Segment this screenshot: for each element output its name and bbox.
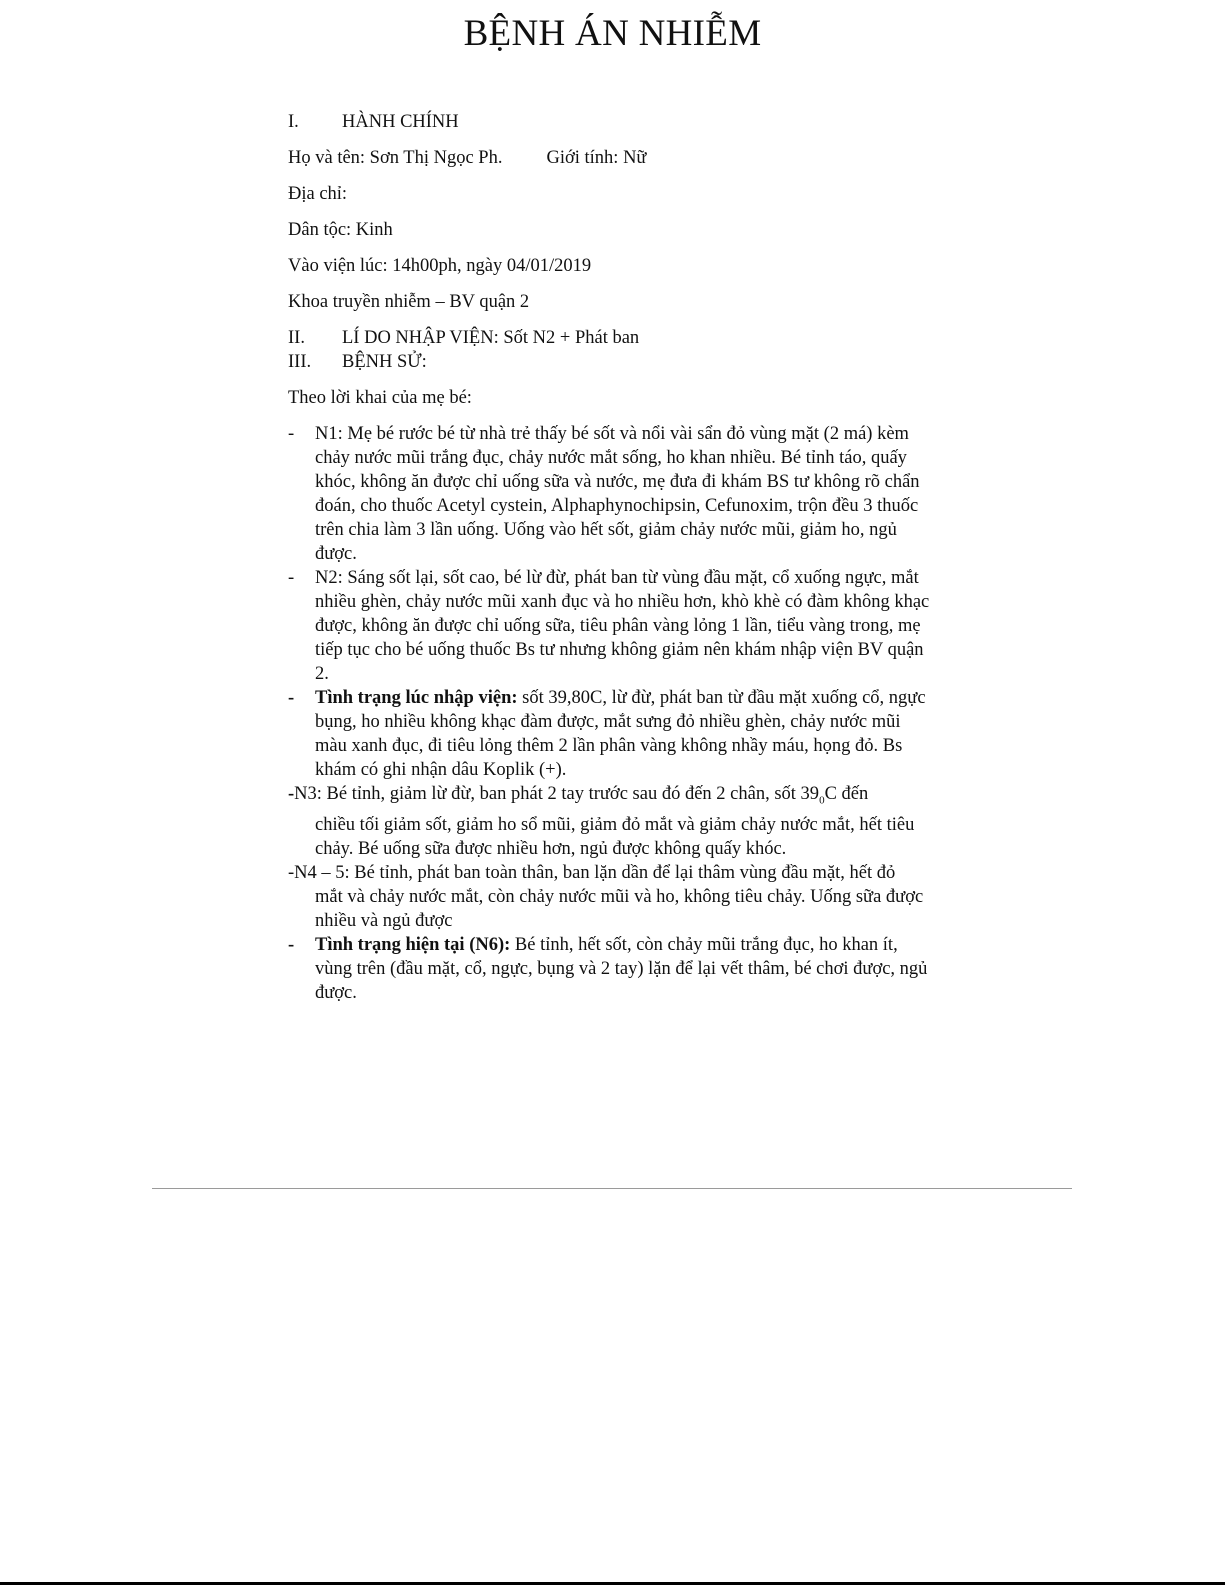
patient-gender: Giới tính: Nữ — [546, 148, 647, 168]
history-line: được, không ăn được chỉ uống sữa, tiêu phân vàng lỏng 1 lần, tiểu vàng trong, mẹ — [315, 616, 921, 636]
history-item-n4-5 — [288, 861, 968, 933]
history-line: mắt và chảy nước mắt, còn chảy nước mũi và ho, không tiêu chảy. Uống sữa được — [315, 886, 924, 907]
section-number: II. — [288, 328, 305, 348]
history-line — [315, 686, 968, 710]
history-line: đoán, cho thuốc Acetyl cystein, Alphaphynochipsin, Cefunoxim, trộn đều 3 thuốc — [315, 496, 919, 516]
history-line: 2. — [315, 664, 329, 684]
section-number: I. — [288, 112, 299, 132]
history-line: khám có ghi nhận dâu Koplik (+). — [315, 760, 567, 780]
history-line: được. — [315, 982, 357, 1003]
history-line: nhiều ghèn, chảy nước mũi xanh đục và ho nhiều hơn, khò khè có đàm không khạc — [315, 592, 930, 612]
department: Khoa truyền nhiễm – BV quận 2 — [288, 292, 530, 312]
section-number: III. — [288, 352, 312, 372]
patient-address: Địa chỉ: — [288, 184, 348, 204]
history-line: vùng trên (đầu mặt, cổ, ngực, bụng và 2 tay) lặn để lại vết thâm, bé chơi được, ngủ — [315, 958, 928, 979]
status-label: Tình trạng hiện tại (N6): — [315, 934, 511, 955]
n3-text-tail: C đến — [824, 784, 869, 804]
history-line: màu xanh đục, đi tiêu lỏng thêm 2 lần phân vàng không nhầy máu, họng đỏ. Bs — [315, 736, 903, 756]
page-divider — [152, 1188, 1072, 1189]
patient-name: Họ và tên: Sơn Thị Ngọc Ph. — [288, 148, 503, 168]
history-line: khóc, không ăn được chỉ uống sữa và nước, mẹ đưa đi khám BS tư không rõ chẩn — [315, 472, 920, 492]
bullet-dash: - — [288, 784, 295, 804]
history-intro: Theo lời khai của mẹ bé: — [288, 388, 472, 408]
n3-text: N3: Bé tỉnh, giảm lừ đừ, ban phát 2 tay trước sau đó đến 2 chân, sốt 39 — [294, 784, 820, 804]
admission-time: Vào viện lúc: 14h00ph, ngày 04/01/2019 — [288, 256, 592, 276]
document-title: BỆNH ÁN NHIỄM — [463, 13, 762, 54]
bullet-dash: - — [288, 568, 295, 588]
history-line — [315, 933, 968, 957]
status-label: Tình trạng lúc nhập viện: — [315, 688, 518, 708]
history-line: chiều tối giảm sốt, giảm ho sổ mũi, giảm đỏ mắt và giảm chảy nước mắt, hết tiêu — [315, 814, 915, 835]
history-item-admission-status — [288, 686, 968, 782]
section-title: HÀNH CHÍNH — [342, 112, 459, 132]
patient-name-gender — [288, 146, 968, 170]
bullet-dash: - — [288, 934, 295, 955]
status-text: Bé tỉnh, hết sốt, còn chảy mũi trắng đục, ho khan ít, — [510, 934, 898, 955]
history-line: chảy. Bé uống sữa được nhiều hơn, ngủ được không quấy khóc. — [315, 838, 787, 859]
section-title: BỆNH SỬ: — [342, 352, 427, 372]
history-item-n3 — [288, 782, 968, 861]
history-item-n1 — [288, 422, 968, 566]
section-history-heading — [288, 350, 968, 374]
section-administrative-heading — [288, 110, 968, 134]
history-line: N1: Mẹ bé rước bé từ nhà trẻ thấy bé sốt và nổi vài sẩn đỏ vùng mặt (2 má) kèm — [315, 424, 909, 444]
n3-subscript: 0 — [819, 794, 825, 807]
history-item-n2 — [288, 566, 968, 686]
bullet-dash: - — [288, 424, 295, 444]
section-reason-heading — [288, 326, 968, 350]
document-body — [288, 110, 968, 1005]
history-line: bụng, ho nhiều không khạc đàm được, mắt sưng đỏ nhiều ghèn, chảy nước mũi — [315, 712, 901, 732]
history-line: được. — [315, 544, 357, 564]
history-line: trên chia làm 3 lần uống. Uống vào hết sốt, giảm chảy nước mũi, giảm ho, ngủ — [315, 520, 897, 540]
bullet-dash: - — [288, 688, 295, 708]
status-text: sốt 39,80C, lừ đừ, phát ban từ đầu mặt xuống cổ, ngực — [517, 688, 926, 708]
history-line: -N4 – 5: Bé tỉnh, phát ban toàn thân, ban lặn dần để lại thâm vùng đầu mặt, hết đỏ — [288, 862, 896, 883]
section-title: LÍ DO NHẬP VIỆN: Sốt N2 + Phát ban — [342, 328, 640, 348]
history-line: tiếp tục cho bé uống thuốc Bs tư nhưng không giảm nên khám nhập viện BV quận — [315, 640, 924, 660]
history-line: chảy nước mũi trắng đục, chảy nước mắt sống, ho khan nhiều. Bé tỉnh táo, quấy — [315, 448, 907, 468]
history-line: nhiều và ngủ được — [315, 910, 453, 931]
history-item-current-status — [288, 933, 968, 1005]
history-line — [288, 782, 968, 813]
history-line: N2: Sáng sốt lại, sốt cao, bé lừ đừ, phát ban từ vùng đầu mặt, cổ xuống ngực, mắt — [315, 568, 919, 588]
patient-ethnicity: Dân tộc: Kinh — [288, 220, 393, 240]
